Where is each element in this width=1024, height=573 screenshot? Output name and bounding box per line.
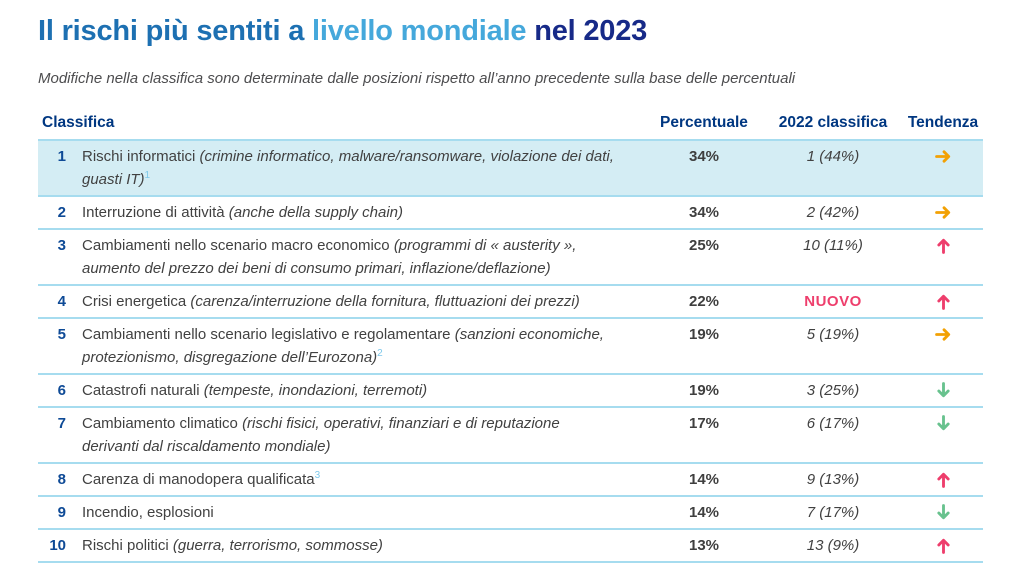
risk-name: Cambiamento climatico (82, 415, 243, 432)
risk-ranking-table (38, 114, 983, 563)
risk-cell (82, 412, 645, 458)
risk-name: Crisi energetica (82, 293, 191, 310)
percent-cell: 17% (688, 415, 720, 432)
previous-rank-cell: 6 (17%) (806, 415, 860, 432)
footnote-marker: 1 (144, 170, 151, 181)
risk-name: Rischi informatici (82, 148, 200, 165)
trend-arrow-icon (935, 204, 952, 221)
trend-arrow-icon (935, 504, 952, 521)
trend-cell (903, 379, 983, 402)
risk-cell (82, 145, 645, 191)
trend-arrow-icon (935, 237, 952, 254)
trend-cell (903, 468, 983, 491)
risk-cell (82, 501, 645, 524)
risk-detail: (crimine informatico, malware/ransomware, violazione dei dati, guasti IT) (82, 148, 614, 188)
table-row (38, 284, 983, 317)
percent-cell: 34% (688, 204, 720, 221)
risk-cell (82, 468, 645, 491)
rank-cell: 4 (57, 293, 66, 310)
risk-detail: (carenza/interruzione della fornitura, fluttuazioni dei prezzi) (190, 293, 580, 310)
footnote-marker: 3 (314, 470, 321, 481)
risk-detail: (sanzioni economiche, protezionismo, disgregazione dell’Eurozona) (82, 326, 604, 366)
percent-cell: 13% (688, 537, 720, 554)
title-primary-segment: Il rischi più sentiti a (38, 15, 312, 47)
table-row (38, 228, 983, 284)
title-year-segment: nel 2023 (526, 15, 648, 47)
table-row (38, 462, 983, 495)
column-header-classifica: Classifica (42, 114, 115, 131)
trend-arrow-icon (935, 415, 952, 432)
table-row (38, 373, 983, 406)
trend-cell (903, 234, 983, 280)
trend-arrow-icon (935, 148, 952, 165)
risk-name: Catastrofi naturali (82, 382, 204, 399)
percent-cell: 14% (688, 471, 720, 488)
risk-cell (82, 323, 645, 369)
trend-cell (903, 534, 983, 557)
page-title (38, 14, 1008, 48)
trend-arrow-icon (935, 293, 952, 310)
previous-rank-cell: 7 (17%) (806, 504, 860, 521)
previous-rank-cell: 5 (19%) (806, 326, 860, 343)
table-row (38, 139, 983, 195)
risk-name: Cambiamenti nello scenario macro economico (82, 237, 394, 254)
trend-cell (903, 501, 983, 524)
risk-detail: (programmi di « austerity », aumento del prezzo dei beni di consumo primari, inflazione/deflazione) (82, 237, 577, 277)
percent-cell: 22% (688, 293, 720, 310)
rank-cell: 7 (57, 415, 66, 432)
subtitle: Modifiche nella classifica sono determinate dalle posizioni rispetto all’anno precedente sulla base delle percentuali (38, 70, 796, 87)
previous-rank-cell: 13 (9%) (806, 537, 860, 554)
trend-cell (903, 201, 983, 224)
previous-rank-cell: 9 (13%) (806, 471, 860, 488)
rank-cell: 3 (57, 237, 66, 254)
column-header-2022-classifica: 2022 classifica (778, 114, 888, 131)
risk-detail: (tempeste, inondazioni, terremoti) (203, 382, 428, 399)
table-header-row (38, 114, 983, 139)
percent-cell: 19% (688, 326, 720, 343)
risk-name: Cambiamenti nello scenario legislativo e regolamentare (82, 326, 455, 343)
trend-cell (903, 145, 983, 191)
risk-name: Incendio, esplosioni (82, 504, 214, 521)
rank-cell: 8 (57, 471, 66, 488)
rank-cell: 2 (57, 204, 66, 221)
rank-cell: 1 (57, 148, 66, 165)
risk-detail: (rischi fisici, operativi, finanziari e di reputazione derivanti dal riscaldamento mondiale) (82, 415, 560, 455)
previous-rank-cell: 2 (42%) (806, 204, 860, 221)
table-row (38, 495, 983, 528)
risk-name: Carenza di manodopera qualificata (82, 471, 315, 488)
risk-detail: (anche della supply chain) (228, 204, 404, 221)
column-header-tendenza: Tendenza (907, 114, 979, 131)
previous-rank-cell-new: NUOVO (804, 293, 862, 310)
previous-rank-cell: 10 (11%) (803, 237, 863, 254)
rank-cell: 6 (57, 382, 66, 399)
previous-rank-cell: 1 (44%) (806, 148, 860, 165)
title-accent-segment: livello mondiale (312, 15, 527, 47)
risk-name: Interruzione di attività (82, 204, 229, 221)
footnote-marker: 2 (377, 348, 383, 359)
trend-cell (903, 323, 983, 369)
risk-cell (82, 534, 645, 557)
risk-cell (82, 201, 645, 224)
percent-cell: 34% (688, 148, 720, 165)
rank-cell: 5 (57, 326, 66, 343)
trend-arrow-icon (935, 326, 952, 343)
risk-name: Rischi politici (82, 537, 173, 554)
rank-cell: 9 (57, 504, 66, 521)
percent-cell: 25% (688, 237, 720, 254)
trend-arrow-icon (935, 471, 952, 488)
table-row (38, 195, 983, 228)
percent-cell: 19% (688, 382, 720, 399)
column-header-percentuale: Percentuale (660, 114, 748, 131)
risk-cell (82, 234, 645, 280)
risk-detail: (guerra, terrorismo, sommosse) (172, 537, 383, 554)
trend-arrow-icon (935, 537, 952, 554)
trend-arrow-icon (935, 382, 952, 399)
rank-cell: 10 (49, 537, 66, 554)
table-row (38, 406, 983, 462)
percent-cell: 14% (688, 504, 720, 521)
risk-cell (82, 379, 645, 402)
table-row (38, 528, 983, 563)
trend-cell (903, 412, 983, 458)
risk-cell (82, 290, 645, 313)
previous-rank-cell: 3 (25%) (806, 382, 860, 399)
table-row (38, 317, 983, 373)
trend-cell (903, 290, 983, 313)
